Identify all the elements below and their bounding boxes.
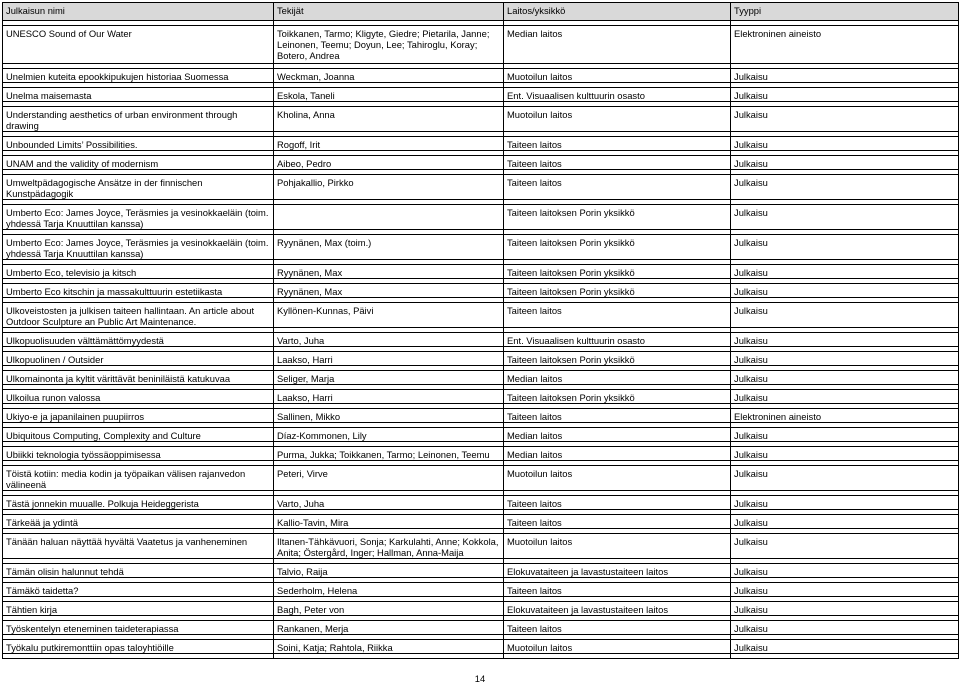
cell-title: Tähtien kirja (3, 602, 274, 616)
cell-department: Muotoilun laitos (504, 466, 731, 491)
cell-department: Ent. Visuaalisen kulttuurin osasto (504, 88, 731, 102)
cell-department: Median laitos (504, 26, 731, 64)
table-row (3, 284, 959, 298)
cell-title: Umberto Eco: James Joyce, Teräsmies ja vesinokkaeläin (toim. yhdessä Tarja Knuuttilan kanssa) (3, 205, 274, 230)
cell-authors: Laakso, Harri (274, 352, 504, 366)
cell-authors: Peteri, Virve (274, 466, 504, 491)
cell-type: Julkaisu (731, 107, 959, 132)
cell-type: Julkaisu (731, 235, 959, 260)
cell-title: Ulkopuolinen / Outsider (3, 352, 274, 366)
page-number: 14 (474, 673, 486, 684)
table-spacer-row (3, 654, 959, 659)
cell-type: Elektroninen aineisto (731, 26, 959, 64)
cell-title: Unelmien kuteita epookkipukujen historiaa Suomessa (3, 69, 274, 83)
table-row (3, 107, 959, 132)
cell-authors: Ryynänen, Max (toim.) (274, 235, 504, 260)
cell-type: Julkaisu (731, 390, 959, 404)
cell-title: Ulkomainonta ja kyltit värittävät beniniläistä katukuvaa (3, 371, 274, 385)
table-row (3, 69, 959, 83)
cell-authors: Laakso, Harri (274, 390, 504, 404)
cell-department: Taiteen laitos (504, 621, 731, 635)
spacer-cell (504, 654, 731, 659)
cell-title: Ulkoilua runon valossa (3, 390, 274, 404)
table-row (3, 602, 959, 616)
spacer-cell (3, 654, 274, 659)
cell-title: Umberto Eco, televisio ja kitsch (3, 265, 274, 279)
cell-type: Julkaisu (731, 447, 959, 461)
table-row (3, 156, 959, 170)
cell-type: Julkaisu (731, 205, 959, 230)
table-row (3, 515, 959, 529)
table-header-row (3, 3, 959, 21)
cell-authors: Sallinen, Mikko (274, 409, 504, 423)
cell-authors: Weckman, Joanna (274, 69, 504, 83)
cell-title: Tärkeää ja ydintä (3, 515, 274, 529)
table-row (3, 333, 959, 347)
cell-type: Julkaisu (731, 583, 959, 597)
table-row (3, 496, 959, 510)
table-row (3, 428, 959, 442)
cell-title: UNAM and the validity of modernism (3, 156, 274, 170)
cell-department: Taiteen laitos (504, 409, 731, 423)
cell-title: Umberto Eco: James Joyce, Teräsmies ja vesinokkaeläin (toim. yhdessä Tarja Knuuttilan kanssa) (3, 235, 274, 260)
cell-type: Julkaisu (731, 352, 959, 366)
spacer-cell (731, 654, 959, 659)
publications-table (2, 2, 959, 659)
cell-authors: Rankanen, Merja (274, 621, 504, 635)
cell-authors: Kallio-Tavin, Mira (274, 515, 504, 529)
table-row (3, 352, 959, 366)
cell-department: Taiteen laitoksen Porin yksikkö (504, 265, 731, 279)
cell-type: Julkaisu (731, 466, 959, 491)
cell-title: Tämän olisin halunnut tehdä (3, 564, 274, 578)
cell-authors: Ryynänen, Max (274, 284, 504, 298)
cell-department: Median laitos (504, 371, 731, 385)
cell-title: Umweltpädagogische Ansätze in der finnischen Kunstpädagogik (3, 175, 274, 200)
cell-type: Julkaisu (731, 534, 959, 559)
table-row (3, 235, 959, 260)
cell-title: Ukiyo-e ja japanilainen puupiirros (3, 409, 274, 423)
cell-authors: Ryynänen, Max (274, 265, 504, 279)
cell-department: Taiteen laitos (504, 156, 731, 170)
cell-authors: Varto, Juha (274, 496, 504, 510)
cell-type: Julkaisu (731, 284, 959, 298)
cell-department: Muotoilun laitos (504, 640, 731, 654)
cell-department: Muotoilun laitos (504, 534, 731, 559)
cell-department: Elokuvataiteen ja lavastustaiteen laitos (504, 602, 731, 616)
cell-authors: Varto, Juha (274, 333, 504, 347)
cell-type: Julkaisu (731, 137, 959, 151)
document-page (2, 2, 958, 659)
table-row (3, 390, 959, 404)
cell-type: Julkaisu (731, 564, 959, 578)
cell-type: Julkaisu (731, 621, 959, 635)
cell-type: Julkaisu (731, 371, 959, 385)
table-row (3, 447, 959, 461)
cell-type: Elektroninen aineisto (731, 409, 959, 423)
cell-title: Työskentelyn eteneminen taideterapiassa (3, 621, 274, 635)
cell-department: Muotoilun laitos (504, 107, 731, 132)
cell-department: Taiteen laitos (504, 583, 731, 597)
table-row (3, 265, 959, 279)
table-row (3, 583, 959, 597)
cell-authors: Purma, Jukka; Toikkanen, Tarmo; Leinonen, Teemu (274, 447, 504, 461)
cell-authors: Iltanen-Tähkävuori, Sonja; Karkulahti, Anne; Kokkola, Anita; Östergård, Inger; Hallman, Anna-Maija (274, 534, 504, 559)
cell-title: Umberto Eco kitschin ja massakulttuurin estetiikasta (3, 284, 274, 298)
cell-authors: Eskola, Taneli (274, 88, 504, 102)
cell-title: Understanding aesthetics of urban environment through drawing (3, 107, 274, 132)
cell-department: Ent. Visuaalisen kulttuurin osasto (504, 333, 731, 347)
cell-title: Tästä jonnekin muualle. Polkuja Heideggerista (3, 496, 274, 510)
table-row (3, 564, 959, 578)
cell-department: Taiteen laitoksen Porin yksikkö (504, 390, 731, 404)
cell-authors: Kholina, Anna (274, 107, 504, 132)
spacer-cell (274, 654, 504, 659)
cell-type: Julkaisu (731, 156, 959, 170)
header-tekijat: Tekijät (274, 3, 504, 21)
cell-department: Median laitos (504, 428, 731, 442)
cell-title: Ubiikki teknologia työssäoppimisessa (3, 447, 274, 461)
cell-title: Tänään haluan näyttää hyvältä Vaatetus ja vanheneminen (3, 534, 274, 559)
cell-title: Unbounded Limits’ Possibilities. (3, 137, 274, 151)
cell-authors: Seliger, Marja (274, 371, 504, 385)
table-row (3, 175, 959, 200)
table-row (3, 137, 959, 151)
table-row (3, 409, 959, 423)
cell-type: Julkaisu (731, 640, 959, 654)
table-row (3, 26, 959, 64)
cell-authors: Sederholm, Helena (274, 583, 504, 597)
cell-authors: Toikkanen, Tarmo; Kligyte, Giedre; Pietarila, Janne; Leinonen, Teemu; Doyun, Lee; Tahiroglu, Koray; Botero, Andrea (274, 26, 504, 64)
cell-title: Unelma maisemasta (3, 88, 274, 102)
cell-type: Julkaisu (731, 496, 959, 510)
cell-title: Tämäkö taidetta? (3, 583, 274, 597)
table-row (3, 640, 959, 654)
table-row (3, 205, 959, 230)
cell-title: Ulkopuolisuuden välttämättömyydestä (3, 333, 274, 347)
cell-title: Ulkoveistosten ja julkisen taiteen hallintaan. An article about Outdoor Sculpture an Public Art Maintenance. (3, 303, 274, 328)
cell-title: UNESCO Sound of Our Water (3, 26, 274, 64)
table-body (3, 21, 959, 659)
cell-department: Taiteen laitos (504, 175, 731, 200)
cell-type: Julkaisu (731, 265, 959, 279)
cell-department: Taiteen laitoksen Porin yksikkö (504, 205, 731, 230)
cell-department: Median laitos (504, 447, 731, 461)
cell-title: Ubiquitous Computing, Complexity and Culture (3, 428, 274, 442)
table-row (3, 534, 959, 559)
cell-type: Julkaisu (731, 175, 959, 200)
header-laitos: Laitos/yksikkö (504, 3, 731, 21)
cell-authors (274, 205, 504, 230)
cell-type: Julkaisu (731, 88, 959, 102)
table-row (3, 466, 959, 491)
cell-authors: Talvio, Raija (274, 564, 504, 578)
cell-authors: Soini, Katja; Rahtola, Riikka (274, 640, 504, 654)
cell-title: Työkalu putkiremonttiin opas taloyhtiöille (3, 640, 274, 654)
cell-type: Julkaisu (731, 333, 959, 347)
cell-department: Muotoilun laitos (504, 69, 731, 83)
table-row (3, 88, 959, 102)
cell-type: Julkaisu (731, 515, 959, 529)
cell-type: Julkaisu (731, 602, 959, 616)
cell-department: Taiteen laitos (504, 496, 731, 510)
table-row (3, 621, 959, 635)
cell-department: Taiteen laitos (504, 303, 731, 328)
table-row (3, 303, 959, 328)
cell-authors: Aibeo, Pedro (274, 156, 504, 170)
cell-authors: Rogoff, Irit (274, 137, 504, 151)
cell-type: Julkaisu (731, 69, 959, 83)
cell-department: Taiteen laitos (504, 137, 731, 151)
cell-authors: Kyllönen-Kunnas, Päivi (274, 303, 504, 328)
cell-department: Taiteen laitos (504, 515, 731, 529)
cell-type: Julkaisu (731, 303, 959, 328)
table-row (3, 371, 959, 385)
cell-authors: Bagh, Peter von (274, 602, 504, 616)
cell-authors: Pohjakallio, Pirkko (274, 175, 504, 200)
cell-department: Taiteen laitoksen Porin yksikkö (504, 284, 731, 298)
header-tyyppi: Tyyppi (731, 3, 959, 21)
cell-authors: Díaz-Kommonen, Lily (274, 428, 504, 442)
cell-department: Taiteen laitoksen Porin yksikkö (504, 235, 731, 260)
cell-type: Julkaisu (731, 428, 959, 442)
cell-department: Taiteen laitoksen Porin yksikkö (504, 352, 731, 366)
cell-title: Töistä kotiin: media kodin ja työpaikan välisen rajanvedon välineenä (3, 466, 274, 491)
header-julkaisun-nimi: Julkaisun nimi (3, 3, 274, 21)
cell-department: Elokuvataiteen ja lavastustaiteen laitos (504, 564, 731, 578)
